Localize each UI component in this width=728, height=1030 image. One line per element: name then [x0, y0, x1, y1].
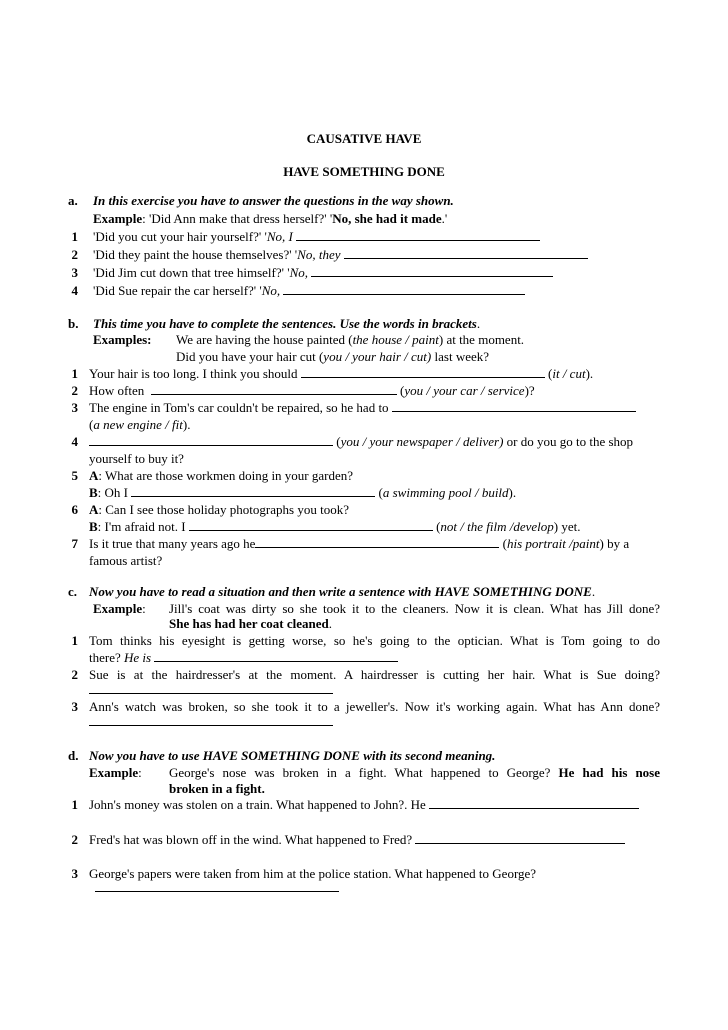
bracket-words: you / your hair / cut) [323, 349, 432, 364]
section-b-item-6-b: B: I'm afraid not. I (not / the film /develop) yet. [89, 519, 581, 534]
example-label: Example [93, 601, 143, 616]
section-c-letter: c. [68, 584, 78, 599]
section-c-instruction: Now you have to read a situation and then write a sentence with HAVE SOMETHING DONE. [89, 584, 596, 599]
section-b-item-7-cont: famous artist? [89, 553, 163, 568]
text: : What are those workmen doing in your garden? [98, 468, 354, 483]
answer-blank[interactable] [154, 650, 398, 662]
question-text: 'Did Sue repair the car herself?' ' [93, 283, 262, 298]
answer-start: No, [289, 265, 308, 280]
item-number: 1 [71, 366, 78, 381]
item-number: 2 [71, 383, 78, 398]
bracket-words: it / cut [552, 366, 586, 381]
question-text: 'Did Jim cut down that tree himself?' ' [93, 265, 290, 280]
section-c-example: Example: [93, 601, 146, 616]
text: How often [89, 383, 145, 398]
section-c-item-2: Sue is at the hairdresser's at the moment. A hairdresser is cutting her hair. What is Sue doing? [89, 667, 660, 682]
section-a-letter: a. [68, 193, 78, 208]
section-d-item-2 [89, 832, 625, 848]
section-d-letter: d. [68, 748, 79, 763]
item-number: 3 [71, 265, 78, 280]
item-number: 2 [71, 667, 78, 682]
question-text: 'Did they paint the house themselves?' ' [93, 247, 298, 262]
text: there? [89, 650, 121, 665]
item-number: 2 [71, 247, 78, 262]
bracket-words: the house / paint [352, 332, 439, 347]
text: We are having the house painted ( [176, 332, 353, 347]
section-b-item-5-b: B: Oh I (a swimming pool / build). [89, 485, 517, 500]
answer-start: He is [124, 650, 152, 665]
item-number: 3 [71, 866, 78, 881]
text: The engine in Tom's car couldn't be repaired, so he had to [89, 400, 389, 415]
section-b-item-7: Is it true that many years ago he (his portrait /paint) by a [89, 536, 630, 551]
answer-blank[interactable] [151, 383, 397, 395]
section-b-item-1: Your hair is too long. I think you should (it / cut). [89, 366, 594, 381]
example-label: Example [93, 211, 143, 226]
bracket-words: a swimming pool / build [382, 485, 509, 500]
section-a-example [93, 211, 447, 227]
speaker-b: B [89, 485, 98, 500]
text: : Can I see those holiday photographs you took? [98, 502, 349, 517]
text: Your hair is too long. I think you should [89, 366, 298, 381]
section-a-item-2 [93, 247, 588, 263]
answer-blank[interactable] [95, 880, 339, 892]
item-number: 5 [71, 468, 78, 483]
section-b-instruction [93, 316, 480, 332]
instruction-text: Now you have to read a situation and then write a sentence with HAVE SOMETHING DONE [89, 584, 592, 599]
item-number: 3 [71, 400, 78, 415]
section-d-instruction: Now you have to use HAVE SOMETHING DONE with its second meaning. [89, 748, 496, 763]
answer-blank[interactable] [283, 283, 525, 295]
text: or do you go to the shop [503, 434, 634, 449]
item-number: 1 [71, 633, 78, 648]
speaker-a: A [89, 502, 99, 517]
section-b-example-2 [176, 349, 489, 365]
bracket-words: not / the film /develop [440, 519, 554, 534]
item-number: 7 [71, 536, 78, 551]
section-c-item-3: Ann's watch was broken, so she took it to a jeweller's. Now it's working again. What has Ann done? [89, 699, 660, 714]
example-answer: broken in a fight. [169, 781, 265, 796]
answer-start: No, [261, 283, 281, 298]
bracket-words: his portrait /paint [507, 536, 600, 551]
section-b-item-4: (you / your newspaper / deliver) or do you go to the shop [89, 434, 633, 450]
item-number: 4 [71, 434, 78, 449]
text: ) by a [599, 536, 630, 551]
section-b-item-6-a [89, 502, 349, 518]
section-d-example: Example: [89, 765, 142, 780]
answer-start: No, they [297, 247, 341, 262]
example-question: : 'Did Ann make that dress herself?' ' [142, 211, 333, 226]
section-b-item-3 [89, 400, 636, 416]
section-b-item-4-cont: yourself to buy it? [89, 451, 184, 466]
text: : I'm afraid not. I [97, 519, 186, 534]
answer-blank[interactable] [344, 247, 588, 259]
answer-blank[interactable] [131, 485, 375, 497]
speaker-b: B [89, 519, 98, 534]
text: ) at the moment. [438, 332, 525, 347]
page-title [0, 131, 728, 147]
example-answer: She has had her coat cleaned [169, 616, 329, 631]
text: Fred's hat was blown off in the wind. What happened to Fred? [89, 832, 413, 847]
answer-blank[interactable] [415, 832, 625, 844]
section-d-example-text [169, 765, 660, 781]
item-number: 3 [71, 699, 78, 714]
answer-blank[interactable] [89, 434, 333, 446]
section-c-example-text: Jill's coat was dirty so she took it to the cleaners. Now it is clean. What has Jill done? [169, 601, 660, 616]
examples-label: Examples: [93, 332, 152, 347]
section-d-item-3-blank-line [95, 880, 339, 896]
section-c-item-1: Tom thinks his eyesight is getting worse, so he's going to the optician. What is Tom going to do [89, 633, 660, 648]
answer-blank[interactable] [429, 797, 639, 809]
text: : Oh I [97, 485, 129, 500]
page-subtitle [0, 164, 728, 180]
section-d-example-answer-cont [169, 781, 265, 797]
answer-blank[interactable] [89, 714, 333, 726]
item-number: 1 [71, 229, 78, 244]
section-c-example-answer: She has had her coat cleaned. [169, 616, 332, 631]
instruction-text: This time you have to complete the sentences. Use the words in brackets [93, 316, 477, 331]
bracket-words: a new engine / fit [93, 417, 183, 432]
section-b-letter: b. [68, 316, 79, 331]
title-text: CAUSATIVE HAVE [306, 131, 422, 146]
item-number: 1 [71, 797, 78, 812]
question-text: 'Did you cut your hair yourself?' ' [93, 229, 267, 244]
section-b-item-3-cont: (a new engine / fit). [89, 417, 191, 432]
text: George's nose was broken in a fight. What happened to George? [169, 765, 551, 780]
example-end: .' [441, 211, 448, 226]
section-c-item-1-cont [89, 650, 398, 666]
bracket-words: you / your car / service [404, 383, 525, 398]
answer-start: No, I [266, 229, 293, 244]
answer-blank[interactable] [296, 229, 540, 241]
instruction-dot: . [476, 316, 481, 331]
section-d-item-3: George's papers were taken from him at the police station. What happened to George? [89, 866, 537, 881]
answer-blank[interactable] [392, 400, 636, 412]
item-number: 4 [71, 283, 78, 298]
answer-blank[interactable] [255, 536, 499, 548]
section-a-instruction: In this exercise you have to answer the questions in the way shown. [93, 193, 454, 208]
section-b-item-5-a [89, 468, 353, 484]
item-number: 6 [71, 502, 78, 517]
text: John's money was stolen on a train. What happened to John?. He [89, 797, 426, 812]
answer-blank[interactable] [89, 682, 333, 694]
section-d-item-1 [89, 797, 639, 813]
text: Is it true that many years ago he [89, 536, 256, 551]
section-b-item-2: How often (you / your car / service)? [89, 383, 535, 398]
example-answer: He had his nose [558, 765, 661, 780]
section-a-item-4 [93, 283, 525, 299]
section-c-item-2-blank-line [89, 682, 333, 698]
example-label: Example [89, 765, 139, 780]
section-c-item-3-blank-line [89, 714, 333, 730]
bracket-words: you / your newspaper / deliver) [340, 434, 504, 449]
speaker-a: A [89, 468, 99, 483]
text: Did you have your hair cut ( [176, 349, 324, 364]
section-a-item-1 [93, 229, 540, 245]
example-answer: No, she had it made [332, 211, 442, 226]
answer-blank[interactable] [189, 519, 433, 531]
item-number: 2 [71, 832, 78, 847]
answer-blank[interactable] [301, 366, 545, 378]
text: ) yet. [553, 519, 581, 534]
subtitle-text: HAVE SOMETHING DONE [283, 164, 445, 179]
text: last week? [431, 349, 490, 364]
section-a-item-3 [93, 265, 553, 281]
answer-blank[interactable] [311, 265, 553, 277]
section-b-example-1 [176, 332, 524, 348]
